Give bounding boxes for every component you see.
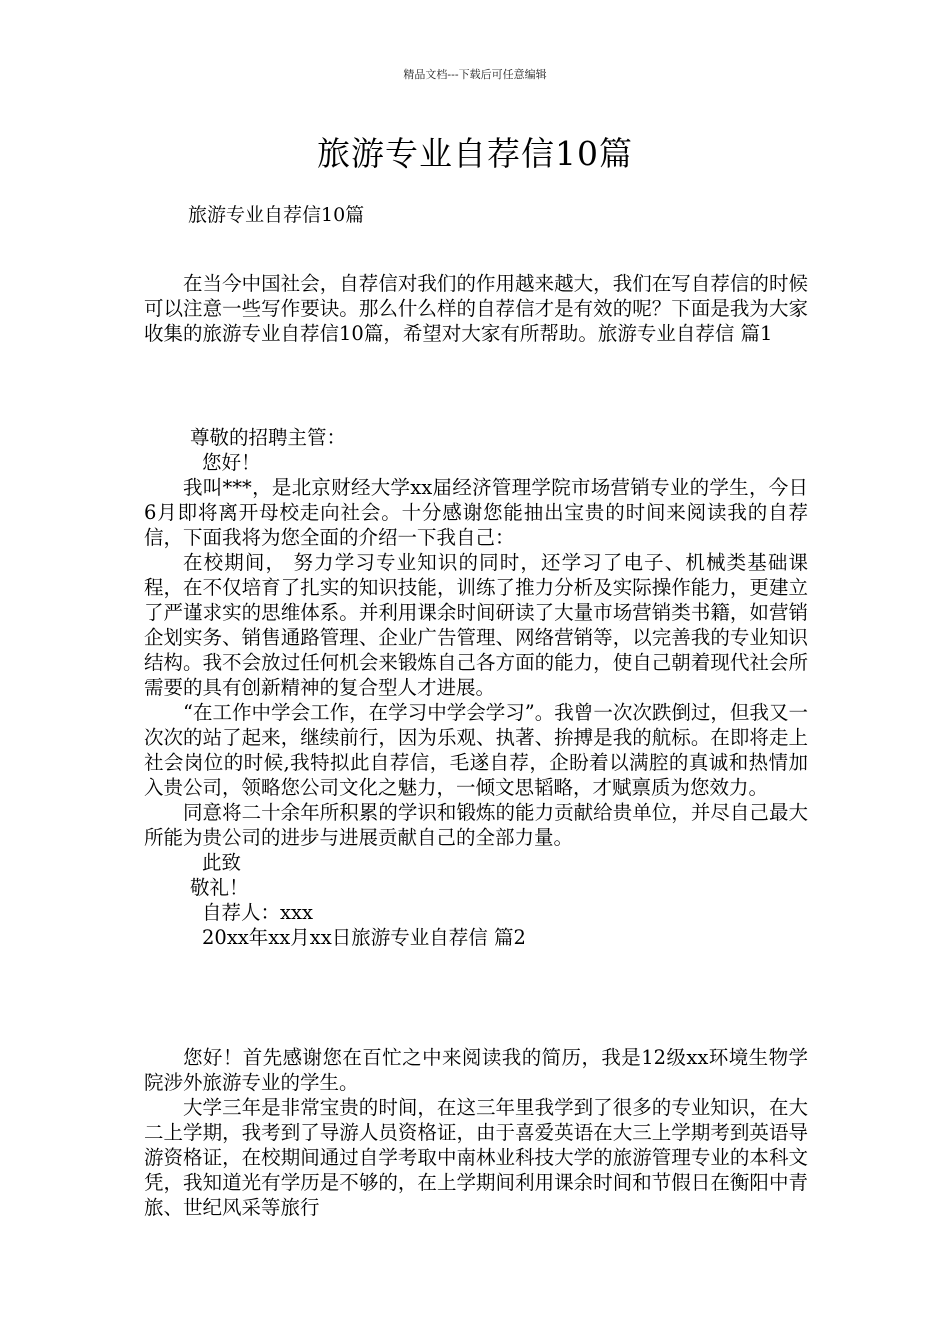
date-and-next-heading: 20xx年xx月xx日旅游专业自荐信 篇2 (202, 926, 526, 949)
closing-jingli: 敬礼！ (190, 876, 249, 899)
greeting: 您好！ (202, 451, 261, 474)
page-header: 精品文档---下载后可任意编辑 (403, 68, 547, 81)
letter-1 (144, 425, 808, 950)
letter-2 (144, 1045, 808, 1220)
signer: 自荐人：xxx (202, 901, 313, 924)
salutation: 尊敬的招聘主管： (190, 426, 347, 449)
closing-cizhi: 此致 (202, 851, 242, 874)
letter1-paragraph-1: 我叫***，是北京财经大学xx届经济管理学院市场营销专业的学生，今日6月即将离开母校走向社会。十分感谢您能抽出宝贵的时间来阅读我的自荐信，下面我将为您全面的介绍一下我自己： (144, 476, 808, 549)
intro-block (144, 271, 808, 346)
letter1-paragraph-4: 同意将二十余年所积累的学识和锻炼的能力贡献给贵单位，并尽自己最大所能为贵公司的进步与进展贡献自己的全部力量。 (144, 801, 808, 849)
letter2-paragraph-2: 大学三年是非常宝贵的时间，在这三年里我学到了很多的专业知识，在大二上学期，我考到了导游人员资格证，由于喜爱英语在大三上学期考到英语导游资格证，在校期间通过自学考取中南林业科技大学的旅游管理专业的本科文凭，我知道光有学历是不够的，在上学期间利用课余时间和节假日在衡阳中青旅、世纪风采等旅行 (144, 1096, 808, 1219)
letter1-paragraph-2: 在校期间， 努力学习专业知识的同时，还学习了电子、机械类基础课程，在不仅培育了扎实的知识技能，训练了推力分析及实际操作能力，更建立了严谨求实的思维体系。并利用课余时间研读了大量市场营销类书籍，如营销企划实务、销售通路管理、企业广告管理、网络营销等，以完善我的专业知识结构。我不会放过任何机会来锻炼自己各方面的能力，使自己朝着现代社会所需要的具有创新精神的复合型人才进展。 (144, 551, 808, 699)
intro-paragraph: 在当今中国社会，自荐信对我们的作用越来越大，我们在写自荐信的时候可以注意一些写作要诀。那么什么样的自荐信才是有效的呢？下面是我为大家收集的旅游专业自荐信10篇，希望对大家有所帮助。旅游专业自荐信 篇1 (144, 272, 808, 345)
document-subtitle: 旅游专业自荐信10篇 (188, 204, 365, 226)
letter2-paragraph-1: 您好！首先感谢您在百忙之中来阅读我的简历，我是12级xx环境生物学院涉外旅游专业的学生。 (144, 1046, 808, 1094)
document-title: 旅游专业自荐信10篇 (317, 134, 633, 173)
letter1-paragraph-3: “在工作中学会工作，在学习中学会学习”。我曾一次次跌倒过，但我又一次次的站了起来，继续前行，因为乐观、执著、拚搏是我的航标。在即将走上社会岗位的时候,我特拟此自荐信，毛遂自荐，企盼着以满腔的真诚和热情加入贵公司，领略您公司文化之魅力，一倾文思韬略，才赋禀质为您效力。 (144, 701, 808, 799)
